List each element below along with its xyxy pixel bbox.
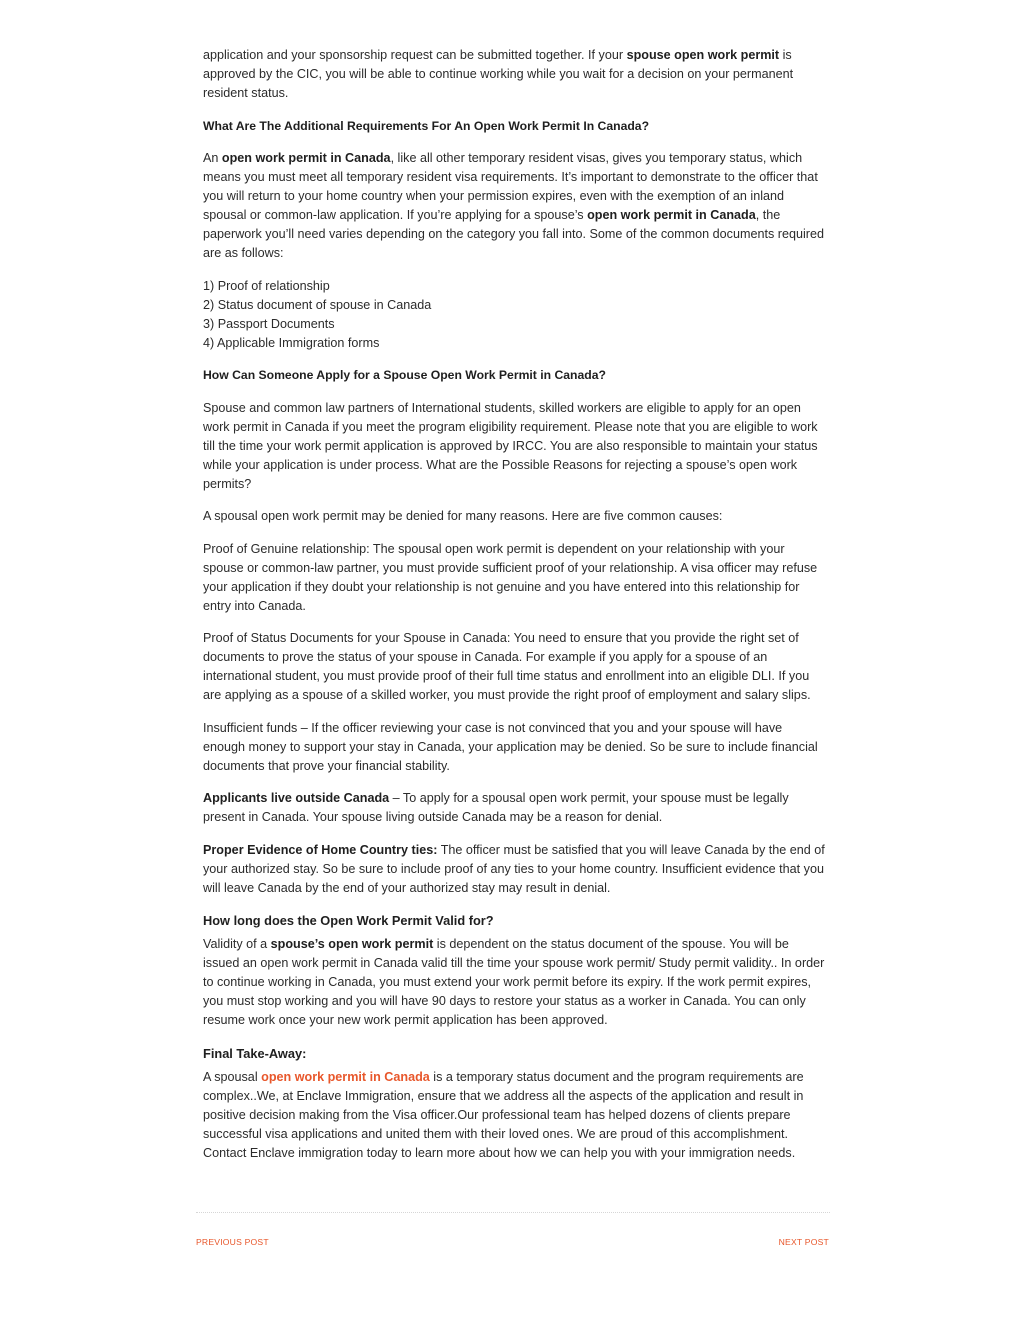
article-body (203, 46, 825, 1176)
intro-bold-term: spouse open work permit (626, 48, 780, 62)
previous-post-link[interactable]: PREVIOUS POST (196, 1237, 269, 1247)
reason-applicants-outside (203, 789, 825, 827)
reason-status-documents: Proof of Status Documents for your Spouse in Canada: You need to ensure that you provide the right set of documents to prove the status of your spouse in Canada. For example if you apply for a spouse of an international student, you must provide proof of their full time status and enrollment into an eligible DLI. If you are applying as a spouse of a skilled worker, you must provide the right proof of employment and salary slips. (203, 631, 811, 702)
apply-paragraph: Spouse and common law partners of International students, skilled workers are eligible to apply for an open work permit in Canada if you meet the program eligibility requirement. Please note that you are eligible to work till the time your work permit application is approved by IRCC. You are also responsible to maintain your status while your application is under process. What are the Possible Reasons for rejecting a spouse’s open work permits? (203, 400, 818, 491)
intro-text-1: application and your sponsorship request can be submitted together. If your (203, 48, 627, 62)
intro-text-2: is approved by the CIC, you will be able to continue working while you wait for a decision on your permanent resident status. (203, 48, 794, 100)
post-divider (196, 1212, 830, 1213)
reason-home-country-ties (203, 841, 825, 898)
next-post-link[interactable]: NEXT POST (778, 1237, 829, 1247)
requirements-text-1: An (203, 151, 222, 165)
heading-validity: How long does the Open Work Permit Valid for? (203, 913, 494, 928)
reason-ties-bold: Proper Evidence of Home Country ties: (203, 842, 438, 857)
validity-bold-term: spouse’s open work permit (270, 937, 434, 951)
takeaway-paragraph (203, 1068, 825, 1163)
denial-intro-paragraph: A spousal open work permit may be denied for many reasons. Here are five common causes: (203, 509, 723, 523)
takeaway-text-1: A spousal (203, 1069, 262, 1084)
reason-outside-bold: Applicants live outside Canada (203, 791, 390, 805)
list-item: 1) Proof of relationship (203, 278, 330, 293)
reason-ties-text: The officer must be satisfied that you will leave Canada by the end of your authorized stay. So be sure to include proof of any ties to your home country. Insufficient evidence that you will leave Canada by the end of your authorized stay may result in denial. (203, 842, 825, 895)
requirements-text-2: , like all other temporary resident visas, gives you temporary status, which means you must meet all temporary resident visa requirements. It’s important to demonstrate to the officer that you will return to your home country when your permission expires, even with the exemption of an inland spousal or common-law application. If you’re applying for a spouse’s (203, 151, 818, 222)
documents-list (203, 277, 825, 353)
heading-requirements: What Are The Additional Requirements For An Open Work Permit In Canada? (203, 118, 650, 133)
requirements-bold-2: open work permit in Canada (587, 208, 756, 222)
validity-text-1: Validity of a (203, 937, 271, 951)
reason-insufficient-funds: Insufficient funds – If the officer reviewing your case is not convinced that you and your spouse will have enough money to support your stay in Canada, your application may be denied. So be sure to include financial documents that prove your financial stability. (203, 720, 818, 773)
reason-outside-text: – To apply for a spousal open work permit, your spouse must be legally present in Canada. Your spouse living outside Canada may be a reason for denial. (203, 791, 789, 824)
takeaway-text-2: is a temporary status document and the program requirements are complex..We, at Enclave Immigration, ensure that we address all the aspects of the application and result in positive decision making from the Visa officer.Our professional team has helped dozens of clients prepare successful visa applications and united them with their loved ones. We are proud of this accomplishment. Contact Enclave immigration today to learn more about how we can help you with your immigration needs. (203, 1069, 804, 1160)
heading-apply: How Can Someone Apply for a Spouse Open Work Permit in Canada? (203, 368, 606, 382)
validity-paragraph (203, 935, 825, 1030)
list-item: 2) Status document of spouse in Canada (203, 297, 432, 312)
requirements-text-3: , the paperwork you’ll need varies depending on the category you fall into. Some of the common documents required are as follows: (203, 208, 824, 260)
requirements-paragraph (203, 149, 825, 263)
list-item: 3) Passport Documents (203, 316, 335, 331)
intro-paragraph (203, 46, 825, 103)
open-work-permit-link[interactable]: open work permit in Canada (261, 1069, 430, 1084)
requirements-bold-1: open work permit in Canada (221, 151, 391, 165)
validity-text-2: is dependent on the status document of the spouse. You will be issued an open work permit in Canada valid till the time your spouse work permit/ Study permit validity.. In order to continue working in Canada, you must extend your work permit before its expiry. If the work permit expires, you must stop working and you will have 90 days to restore your status as a worker in Canada. You can only resume work once your new work permit application has been approved. (203, 937, 825, 1027)
list-item: 4) Applicable Immigration forms (203, 335, 380, 350)
heading-takeaway: Final Take-Away: (203, 1045, 307, 1061)
reason-genuine-relationship: Proof of Genuine relationship: The spousal open work permit is dependent on your relationship with your spouse or common-law partner, you must provide sufficient proof of your relationship. A visa officer may refuse your application if they doubt your relationship is not genuine and you have entered into this relationship for entry into Canada. (203, 541, 818, 613)
